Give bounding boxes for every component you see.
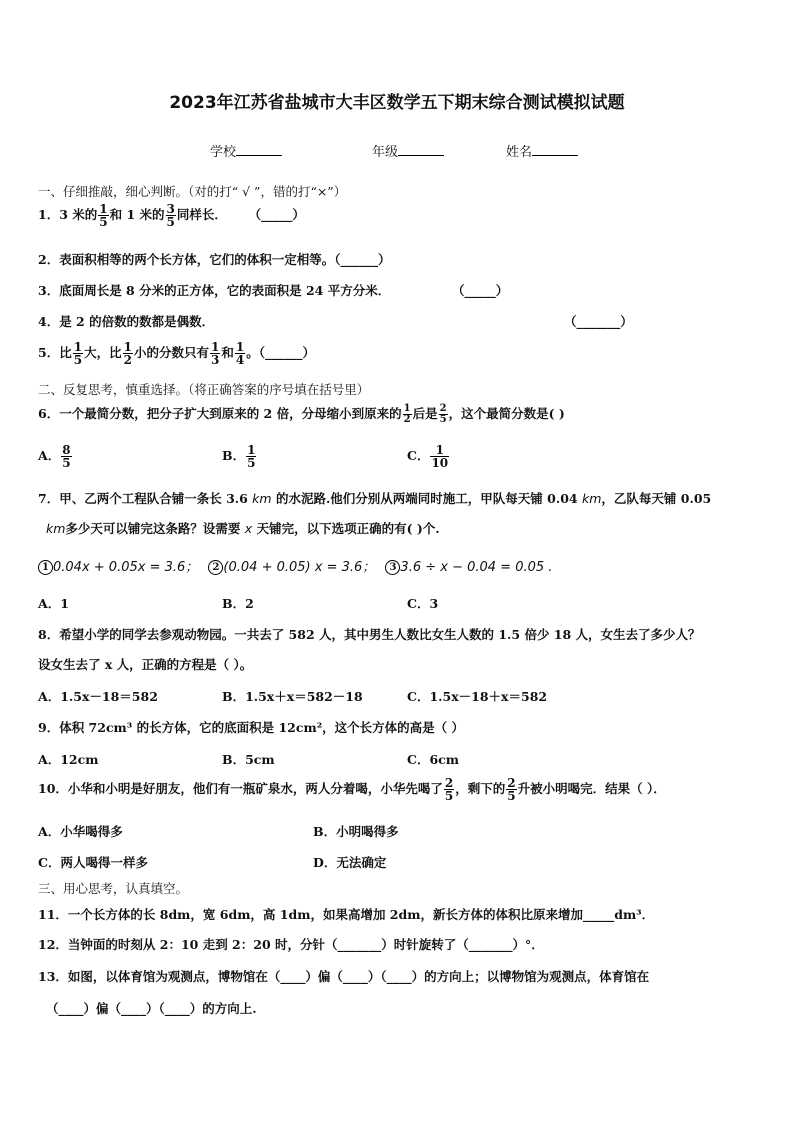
q7-equation-1: 0.04x + 0.05x = 3.6； xyxy=(53,560,199,575)
section-2-heading: 二、反复思考，慎重选择。（将正确答案的序号填在括号里） xyxy=(38,382,370,397)
q10-fraction-1 xyxy=(444,777,454,802)
name-label: 姓名 xyxy=(506,145,533,160)
page-title: 2023年江苏省盐城市大丰区数学五下期末综合测试模拟试题 xyxy=(169,93,625,113)
q1-f1-num: 1 xyxy=(99,202,108,216)
q6-f2-num: 2 xyxy=(439,403,447,414)
q6-c-num: 1 xyxy=(430,444,449,457)
q6-option-b-label: B． xyxy=(222,448,246,463)
q6-f2-den: 5 xyxy=(439,414,447,425)
question-13-line-2: （____）偏（____）（____）的方向上. xyxy=(46,1001,257,1016)
q1-f2-den: 5 xyxy=(166,215,175,229)
q5-answer-blank[interactable]: 。（______） xyxy=(246,345,315,360)
q5-fraction-2 xyxy=(123,341,133,366)
grade-blank[interactable] xyxy=(398,143,444,156)
grade-field[interactable] xyxy=(372,141,444,160)
q1-text-a: 3 米的 xyxy=(59,207,98,222)
question-5 xyxy=(38,341,315,366)
q10-option-d[interactable]: D．无法确定 xyxy=(313,855,387,870)
q8-option-c[interactable]: C．1.5x－18＋x＝582 xyxy=(407,689,548,704)
q7-text-e: 天铺完，以下选项正确的有( )个. xyxy=(256,521,440,536)
question-12: 12．当钟面的时刻从 2：10 走到 2：20 时，分针（_______）时针旋转了（_______）°． xyxy=(38,937,544,952)
q10-text-a: 10．小华和小明是好朋友，他们有一瓶矿泉水，两人分着喝，小华先喝了 xyxy=(38,781,443,796)
q7-text-b: 的水泥路.他们分别从两端同时施工，甲队每天铺 xyxy=(275,491,543,506)
q6-text-b: 后是 xyxy=(412,406,438,421)
q5-text-b: 小的分数只有 xyxy=(133,345,209,360)
q10-f1-den: 5 xyxy=(444,789,454,803)
q5-f4-den: 4 xyxy=(235,353,245,367)
q10-option-c[interactable]: C．两人喝得一样多 xyxy=(38,855,148,870)
q10-f2-den: 5 xyxy=(507,789,516,803)
q5-num: 5．比 xyxy=(38,345,72,360)
q1-fraction-1 xyxy=(98,203,108,228)
q5-f2-den: 2 xyxy=(123,353,132,367)
school-blank[interactable] xyxy=(236,143,282,156)
q7-speed-2: 0.05 xyxy=(680,491,712,506)
q5-f4-num: 1 xyxy=(235,340,245,354)
q6-b-num: 1 xyxy=(247,443,256,457)
q6-option-a-fraction xyxy=(61,444,71,469)
q7-text-a: 7．甲、乙两个工程队合铺一条长 xyxy=(38,491,222,506)
question-8-line-2: 设女生去了 x 人，正确的方程是（ ）。 xyxy=(38,657,253,672)
q10-f2-num: 2 xyxy=(507,776,516,790)
q6-a-den: 5 xyxy=(62,456,71,470)
question-1 xyxy=(38,203,305,228)
question-13-line-1: 13．如图，以体育馆为观测点，博物馆在（____）偏（____）（____）的方向上；以博物馆为观测点，体育馆在 xyxy=(38,969,650,984)
q7-eq3-marker: 3 xyxy=(385,560,400,575)
grade-label: 年级 xyxy=(372,145,399,160)
q10-f1-num: 2 xyxy=(444,776,454,790)
q1-num: 1． xyxy=(38,207,60,222)
q8-option-a[interactable]: A．1.5x－18＝582 xyxy=(38,689,158,704)
q1-text-c: 同样长． xyxy=(176,207,227,222)
q7-unit-3: km xyxy=(46,521,66,536)
q6-option-a[interactable] xyxy=(38,444,73,469)
q1-f1-den: 5 xyxy=(99,215,108,229)
q6-option-b[interactable] xyxy=(222,444,257,469)
question-7-line-1 xyxy=(38,489,711,507)
school-label: 学校 xyxy=(210,145,237,160)
school-field[interactable] xyxy=(210,141,282,160)
question-6 xyxy=(38,404,565,425)
question-4: 4．是 2 的倍数的数都是偶数． xyxy=(38,314,215,329)
q5-fraction-3 xyxy=(210,341,220,366)
q6-option-a-label: A． xyxy=(38,448,61,463)
q6-option-b-fraction xyxy=(246,444,256,469)
q7-option-b[interactable]: B．2 xyxy=(222,596,254,611)
q6-a-num: 8 xyxy=(62,443,71,457)
q7-length: 3.6 xyxy=(226,491,248,506)
question-7-line-2 xyxy=(46,519,440,537)
q3-answer-blank[interactable]: （_____） xyxy=(452,283,509,298)
section-1-heading: 一、仔细推敲，细心判断。（对的打“ √ ”，错的打“×”） xyxy=(38,184,347,199)
q6-f1-den: 2 xyxy=(403,414,411,425)
q5-text-c: 和 xyxy=(221,345,234,360)
q5-f2-num: 1 xyxy=(123,340,132,354)
q6-b-den: 5 xyxy=(247,456,256,470)
q7-option-a[interactable]: A．1 xyxy=(38,596,69,611)
q6-f1-num: 1 xyxy=(403,403,411,414)
name-field[interactable] xyxy=(506,141,578,160)
q1-answer-blank[interactable]: （_____） xyxy=(254,207,305,222)
q10-fraction-2 xyxy=(506,777,516,802)
q9-option-c[interactable]: C．6cm xyxy=(407,752,459,767)
q10-option-a[interactable]: A．小华喝得多 xyxy=(38,824,123,839)
q9-option-a[interactable]: A．12cm xyxy=(38,752,99,767)
q1-text-b: 和 1 米的 xyxy=(109,207,165,222)
section-3-heading: 三、用心思考，认真填空。 xyxy=(38,881,189,896)
q9-option-b[interactable]: B．5cm xyxy=(222,752,275,767)
q7-text-c: ，乙队每天铺 xyxy=(601,491,677,506)
q6-option-c[interactable] xyxy=(407,444,450,469)
q1-f2-num: 3 xyxy=(166,202,175,216)
q5-f1-den: 5 xyxy=(73,353,83,367)
question-7-equations xyxy=(38,556,552,575)
question-8-line-1: 8．希望小学的同学去参观动物园。一共去了 582 人，其中男生人数比女生人数的 1.5 倍少 18 人，女生去了多少人？ xyxy=(38,627,701,642)
q5-f3-num: 1 xyxy=(210,340,220,354)
q7-unit-1: km xyxy=(252,491,272,506)
q1-fraction-2 xyxy=(166,203,176,228)
q6-text-c: ，这个最简分数是( ) xyxy=(448,406,565,421)
q10-text-c: 升被小明喝完．结果（ ）． xyxy=(517,781,666,796)
question-2: 2．表面积相等的两个长方体，它们的体积一定相等。（______） xyxy=(38,252,391,267)
q5-text-a: 大，比 xyxy=(84,345,122,360)
q6-option-c-fraction xyxy=(430,444,449,469)
question-9: 9．体积 72cm³ 的长方体，它的底面积是 12cm²，这个长方体的高是（ ） xyxy=(38,720,465,735)
q6-fraction-2 xyxy=(439,404,448,425)
q5-f3-den: 3 xyxy=(210,353,220,367)
question-11: 11．一个长方体的长 8dm，宽 6dm，高 1dm，如果高增加 2dm，新长方体的体积比原来增加_____dm³． xyxy=(38,907,655,922)
question-10 xyxy=(38,777,666,802)
q7-variable: x xyxy=(244,521,253,536)
q8-option-b[interactable]: B．1.5x＋x＝582－18 xyxy=(222,689,363,704)
q7-eq2-marker: 2 xyxy=(208,560,223,575)
q6-text-a: 6．一个最简分数，把分子扩大到原来的 2 倍，分母缩小到原来的 xyxy=(38,406,402,421)
q5-fraction-4 xyxy=(235,341,245,366)
q7-equation-2: (0.04 + 0.05) x = 3.6； xyxy=(223,560,376,575)
q7-speed-1: 0.04 xyxy=(547,491,578,506)
q6-option-c-label: C． xyxy=(407,448,430,463)
q5-fraction-1 xyxy=(73,341,83,366)
q7-eq1-marker: 1 xyxy=(38,560,53,575)
q10-text-b: ，剩下的 xyxy=(455,781,506,796)
question-3: 3．底面周长是 8 分米的正方体，它的表面积是 24 平方分米． xyxy=(38,283,391,298)
q7-equation-3: 3.6 ÷ x − 0.04 = 0.05 . xyxy=(400,560,553,575)
q7-unit-2: km xyxy=(581,491,602,506)
q6-fraction-1 xyxy=(403,404,412,425)
q4-answer-blank[interactable]: （_______） xyxy=(564,314,633,329)
q6-c-den: 10 xyxy=(431,456,449,470)
q7-option-c[interactable]: C．3 xyxy=(407,596,439,611)
q7-text-d: 多少天可以铺完这条路？设需要 xyxy=(65,521,241,536)
name-blank[interactable] xyxy=(532,143,578,156)
q5-f1-num: 1 xyxy=(73,340,83,354)
q10-option-b[interactable]: B．小明喝得多 xyxy=(313,824,399,839)
